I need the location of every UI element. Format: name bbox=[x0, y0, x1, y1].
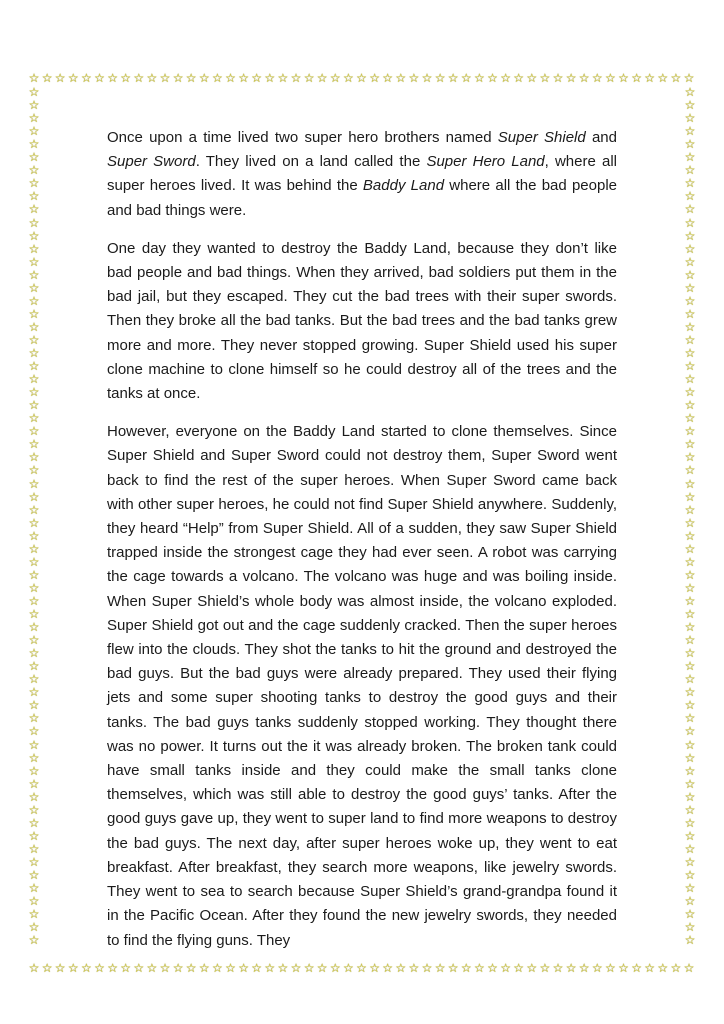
star-icon: ☆ bbox=[41, 72, 53, 85]
star-icon: ☆ bbox=[684, 463, 696, 478]
star-icon: ☆ bbox=[356, 962, 367, 975]
star-icon: ☆ bbox=[277, 962, 289, 975]
star-icon: ☆ bbox=[54, 72, 66, 85]
star-icon: ☆ bbox=[277, 72, 289, 85]
star-border-left bbox=[28, 86, 42, 948]
star-icon: ☆ bbox=[303, 72, 315, 85]
star-icon: ☆ bbox=[28, 424, 40, 439]
star-icon: ☆ bbox=[28, 437, 40, 452]
star-icon: ☆ bbox=[329, 962, 341, 975]
italic-name: Super Sword bbox=[107, 153, 196, 171]
star-icon: ☆ bbox=[591, 962, 603, 975]
star-icon: ☆ bbox=[290, 72, 302, 85]
star-icon: ☆ bbox=[28, 98, 40, 113]
star-icon: ☆ bbox=[81, 72, 92, 85]
star-icon: ☆ bbox=[316, 72, 328, 85]
star-icon: ☆ bbox=[28, 528, 40, 543]
star-icon: ☆ bbox=[684, 646, 696, 661]
star-icon: ☆ bbox=[644, 962, 656, 975]
star-icon: ☆ bbox=[684, 176, 696, 191]
star-icon: ☆ bbox=[395, 72, 407, 85]
star-icon: ☆ bbox=[28, 476, 40, 491]
star-icon: ☆ bbox=[684, 137, 696, 152]
star-icon: ☆ bbox=[28, 789, 40, 804]
star-icon: ☆ bbox=[133, 72, 145, 85]
star-icon: ☆ bbox=[684, 150, 696, 165]
star-icon: ☆ bbox=[684, 280, 696, 295]
star-icon: ☆ bbox=[684, 293, 696, 308]
star-icon: ☆ bbox=[290, 962, 302, 975]
star-icon: ☆ bbox=[303, 962, 315, 975]
star-icon: ☆ bbox=[28, 306, 40, 321]
star-icon: ☆ bbox=[28, 737, 40, 752]
star-icon: ☆ bbox=[684, 424, 696, 439]
star-border-right bbox=[684, 86, 698, 948]
star-icon: ☆ bbox=[474, 962, 485, 975]
star-icon: ☆ bbox=[684, 306, 696, 321]
star-icon: ☆ bbox=[28, 137, 40, 152]
star-icon: ☆ bbox=[28, 359, 40, 374]
star-icon: ☆ bbox=[28, 176, 40, 191]
star-icon: ☆ bbox=[28, 241, 40, 256]
star-icon: ☆ bbox=[94, 72, 105, 85]
star-icon: ☆ bbox=[684, 711, 696, 726]
star-icon: ☆ bbox=[382, 72, 394, 85]
star-icon: ☆ bbox=[684, 920, 696, 935]
star-icon: ☆ bbox=[28, 607, 40, 621]
story-text bbox=[107, 126, 617, 967]
star-icon: ☆ bbox=[28, 124, 40, 139]
italic-name: Super Shield bbox=[497, 129, 586, 146]
text-run: where all the bad people and bad things were. bbox=[107, 177, 617, 219]
text-run: and bbox=[585, 129, 617, 146]
star-icon: ☆ bbox=[684, 907, 696, 922]
star-icon: ☆ bbox=[28, 776, 40, 791]
star-icon: ☆ bbox=[107, 72, 118, 85]
star-icon: ☆ bbox=[684, 398, 696, 413]
star-icon: ☆ bbox=[67, 72, 79, 85]
star-icon: ☆ bbox=[500, 962, 511, 975]
story-paragraph bbox=[107, 126, 617, 223]
star-icon: ☆ bbox=[683, 72, 695, 85]
star-icon: ☆ bbox=[684, 854, 696, 869]
star-icon: ☆ bbox=[552, 962, 564, 975]
star-icon: ☆ bbox=[225, 72, 236, 85]
star-icon: ☆ bbox=[605, 72, 616, 85]
star-icon: ☆ bbox=[146, 72, 158, 85]
star-icon: ☆ bbox=[684, 737, 696, 752]
story-paragraph bbox=[107, 420, 617, 952]
star-icon: ☆ bbox=[146, 962, 158, 975]
star-icon: ☆ bbox=[605, 962, 616, 975]
star-icon: ☆ bbox=[684, 933, 696, 948]
star-icon: ☆ bbox=[434, 72, 446, 85]
star-icon: ☆ bbox=[684, 868, 696, 882]
star-icon: ☆ bbox=[684, 685, 696, 700]
star-icon: ☆ bbox=[684, 437, 696, 452]
star-icon: ☆ bbox=[28, 163, 40, 178]
star-icon: ☆ bbox=[28, 567, 40, 582]
star-icon: ☆ bbox=[460, 962, 472, 975]
star-icon: ☆ bbox=[395, 962, 407, 975]
star-icon: ☆ bbox=[28, 319, 40, 334]
text-run: . They lived on a land called the bbox=[195, 153, 427, 171]
star-icon: ☆ bbox=[28, 620, 40, 635]
star-icon: ☆ bbox=[684, 750, 696, 765]
star-icon: ☆ bbox=[28, 750, 40, 765]
star-icon: ☆ bbox=[67, 962, 79, 975]
story-paragraph bbox=[107, 237, 617, 406]
star-border-top bbox=[28, 72, 698, 86]
star-icon: ☆ bbox=[684, 528, 696, 543]
star-icon: ☆ bbox=[107, 962, 118, 975]
star-icon: ☆ bbox=[447, 72, 459, 85]
star-icon: ☆ bbox=[28, 280, 40, 295]
star-icon: ☆ bbox=[684, 659, 696, 674]
star-icon: ☆ bbox=[631, 72, 642, 85]
star-icon: ☆ bbox=[41, 962, 53, 975]
star-icon: ☆ bbox=[657, 962, 669, 975]
star-icon: ☆ bbox=[684, 724, 696, 739]
star-icon: ☆ bbox=[684, 86, 696, 99]
star-icon: ☆ bbox=[684, 789, 696, 804]
star-icon: ☆ bbox=[631, 962, 642, 975]
star-icon: ☆ bbox=[684, 828, 696, 843]
star-icon: ☆ bbox=[28, 463, 40, 478]
star-icon: ☆ bbox=[684, 411, 696, 426]
star-icon: ☆ bbox=[28, 841, 40, 856]
star-icon: ☆ bbox=[316, 962, 328, 975]
star-icon: ☆ bbox=[684, 567, 696, 582]
star-icon: ☆ bbox=[382, 962, 394, 975]
star-icon: ☆ bbox=[447, 962, 459, 975]
star-icon: ☆ bbox=[28, 111, 40, 126]
star-icon: ☆ bbox=[684, 841, 696, 856]
star-icon: ☆ bbox=[684, 802, 696, 817]
star-icon: ☆ bbox=[539, 962, 551, 975]
star-icon: ☆ bbox=[408, 72, 420, 85]
star-icon: ☆ bbox=[684, 776, 696, 791]
star-icon: ☆ bbox=[369, 962, 380, 975]
star-icon: ☆ bbox=[684, 124, 696, 139]
star-icon: ☆ bbox=[408, 962, 420, 975]
star-icon: ☆ bbox=[684, 254, 696, 269]
star-icon: ☆ bbox=[28, 411, 40, 426]
star-icon: ☆ bbox=[684, 372, 696, 387]
star-icon: ☆ bbox=[460, 72, 472, 85]
star-icon: ☆ bbox=[94, 962, 105, 975]
star-icon: ☆ bbox=[28, 868, 40, 882]
star-icon: ☆ bbox=[565, 72, 577, 85]
star-icon: ☆ bbox=[28, 267, 40, 282]
star-icon: ☆ bbox=[28, 72, 40, 85]
star-icon: ☆ bbox=[684, 476, 696, 491]
star-icon: ☆ bbox=[198, 962, 210, 975]
star-icon: ☆ bbox=[28, 802, 40, 817]
star-icon: ☆ bbox=[487, 962, 498, 975]
star-icon: ☆ bbox=[356, 72, 367, 85]
star-icon: ☆ bbox=[28, 332, 40, 347]
star-icon: ☆ bbox=[684, 111, 696, 126]
text-run: Once upon a time lived two super hero brothers named bbox=[107, 129, 498, 146]
star-icon: ☆ bbox=[684, 554, 696, 569]
star-icon: ☆ bbox=[28, 685, 40, 700]
star-icon: ☆ bbox=[28, 541, 40, 556]
star-icon: ☆ bbox=[54, 962, 66, 975]
star-icon: ☆ bbox=[28, 933, 40, 948]
star-icon: ☆ bbox=[28, 894, 40, 909]
star-icon: ☆ bbox=[28, 593, 40, 608]
star-icon: ☆ bbox=[591, 72, 603, 85]
star-icon: ☆ bbox=[264, 962, 276, 975]
star-icon: ☆ bbox=[343, 72, 354, 85]
star-icon: ☆ bbox=[28, 293, 40, 308]
star-icon: ☆ bbox=[684, 763, 696, 778]
star-icon: ☆ bbox=[28, 215, 40, 230]
star-icon: ☆ bbox=[28, 489, 40, 504]
star-icon: ☆ bbox=[28, 450, 40, 465]
star-icon: ☆ bbox=[644, 72, 656, 85]
star-icon: ☆ bbox=[28, 398, 40, 413]
star-icon: ☆ bbox=[513, 72, 525, 85]
star-icon: ☆ bbox=[684, 189, 696, 204]
star-icon: ☆ bbox=[684, 620, 696, 635]
star-icon: ☆ bbox=[120, 962, 132, 975]
star-icon: ☆ bbox=[28, 698, 40, 713]
star-icon: ☆ bbox=[684, 228, 696, 243]
star-icon: ☆ bbox=[28, 907, 40, 922]
star-icon: ☆ bbox=[684, 502, 696, 517]
star-icon: ☆ bbox=[434, 962, 446, 975]
star-icon: ☆ bbox=[185, 72, 197, 85]
star-icon: ☆ bbox=[683, 962, 695, 975]
star-icon: ☆ bbox=[28, 633, 40, 648]
star-icon: ☆ bbox=[670, 72, 682, 85]
star-icon: ☆ bbox=[684, 633, 696, 648]
star-icon: ☆ bbox=[684, 359, 696, 374]
star-icon: ☆ bbox=[684, 515, 696, 530]
star-icon: ☆ bbox=[369, 72, 380, 85]
star-icon: ☆ bbox=[251, 962, 263, 975]
star-icon: ☆ bbox=[120, 72, 132, 85]
star-icon: ☆ bbox=[28, 346, 40, 360]
star-icon: ☆ bbox=[657, 72, 669, 85]
star-icon: ☆ bbox=[212, 962, 223, 975]
star-icon: ☆ bbox=[684, 815, 696, 830]
star-icon: ☆ bbox=[684, 607, 696, 621]
star-icon: ☆ bbox=[28, 189, 40, 204]
star-icon: ☆ bbox=[159, 962, 171, 975]
star-icon: ☆ bbox=[684, 672, 696, 687]
star-icon: ☆ bbox=[133, 962, 145, 975]
star-icon: ☆ bbox=[28, 672, 40, 687]
star-icon: ☆ bbox=[684, 332, 696, 347]
star-icon: ☆ bbox=[487, 72, 498, 85]
star-icon: ☆ bbox=[684, 541, 696, 556]
star-icon: ☆ bbox=[28, 372, 40, 387]
star-icon: ☆ bbox=[28, 254, 40, 269]
star-icon: ☆ bbox=[565, 962, 577, 975]
star-icon: ☆ bbox=[28, 828, 40, 843]
star-icon: ☆ bbox=[684, 163, 696, 178]
star-icon: ☆ bbox=[684, 450, 696, 465]
star-icon: ☆ bbox=[28, 150, 40, 165]
star-icon: ☆ bbox=[28, 86, 40, 99]
star-icon: ☆ bbox=[670, 962, 682, 975]
star-icon: ☆ bbox=[684, 894, 696, 909]
star-icon: ☆ bbox=[684, 267, 696, 282]
star-icon: ☆ bbox=[28, 580, 40, 595]
star-icon: ☆ bbox=[28, 711, 40, 726]
star-icon: ☆ bbox=[198, 72, 210, 85]
star-icon: ☆ bbox=[28, 202, 40, 217]
star-icon: ☆ bbox=[421, 72, 433, 85]
italic-name: Super Hero Land bbox=[426, 153, 545, 171]
star-icon: ☆ bbox=[28, 659, 40, 674]
star-icon: ☆ bbox=[684, 319, 696, 334]
star-icon: ☆ bbox=[684, 881, 696, 896]
star-icon: ☆ bbox=[552, 72, 564, 85]
star-icon: ☆ bbox=[28, 962, 40, 975]
star-icon: ☆ bbox=[172, 962, 184, 975]
star-icon: ☆ bbox=[81, 962, 92, 975]
star-icon: ☆ bbox=[421, 962, 433, 975]
star-icon: ☆ bbox=[28, 881, 40, 896]
star-icon: ☆ bbox=[212, 72, 223, 85]
star-icon: ☆ bbox=[28, 228, 40, 243]
italic-name: Baddy Land bbox=[362, 177, 445, 195]
star-icon: ☆ bbox=[28, 815, 40, 830]
star-icon: ☆ bbox=[526, 962, 538, 975]
star-icon: ☆ bbox=[28, 385, 40, 400]
star-icon: ☆ bbox=[539, 72, 551, 85]
star-icon: ☆ bbox=[684, 202, 696, 217]
star-icon: ☆ bbox=[329, 72, 341, 85]
star-icon: ☆ bbox=[28, 646, 40, 661]
star-icon: ☆ bbox=[28, 554, 40, 569]
star-icon: ☆ bbox=[500, 72, 511, 85]
star-icon: ☆ bbox=[28, 763, 40, 778]
star-icon: ☆ bbox=[578, 72, 590, 85]
star-icon: ☆ bbox=[28, 502, 40, 517]
star-icon: ☆ bbox=[343, 962, 354, 975]
star-icon: ☆ bbox=[513, 962, 525, 975]
star-icon: ☆ bbox=[684, 215, 696, 230]
star-icon: ☆ bbox=[172, 72, 184, 85]
star-icon: ☆ bbox=[684, 489, 696, 504]
star-icon: ☆ bbox=[238, 72, 249, 85]
star-icon: ☆ bbox=[578, 962, 590, 975]
star-icon: ☆ bbox=[618, 962, 629, 975]
text-run: However, everyone on the Baddy Land started to clone themselves. Since Super Shield and Super Sword could not destroy them, Super Sword went back to find the rest of the super heroes. When Super Sword came back with other super heroes, he could not find Super Shield anywhere. Suddenly, they heard “Help” from Super Shield. All of a sudden, they saw Super Shield trapped inside the strongest cage they had ever seen. A robot was carrying the cage towards a volcano. The volcano was huge and was boiling inside. When Super Shield’s whole body was almost inside, the volcano exploded. Super Shield got out and the cage suddenly cracked. Then the super heroes flew into the clouds. They shot the tanks to hit the ground and destroyed the bad guys. But the bad guys were already prepared. They used their flying jets and some super shooting tanks to destroy the good guys and their tanks. The bad guys tanks suddenly stopped working. They thought there was no power. It turns out the it was already broken. The broken tank could have small tanks inside and they could make the small tanks clone themselves, which was still able to destroy the good guys’ tanks. After the good guys gave up, they went to super land to find more weapons to destroy the bad guys. The next day, after super heroes woke up, they went to eat breakfast. After breakfast, they search more weapons, like jewelry swords. They went to sea to search because Super Shield’s grand-grandpa found it in the Pacific Ocean. After they found the new jewelry swords, they needed to find the flying guns. They bbox=[107, 423, 617, 949]
star-icon: ☆ bbox=[526, 72, 538, 85]
star-icon: ☆ bbox=[238, 962, 249, 975]
star-icon: ☆ bbox=[684, 385, 696, 400]
star-icon: ☆ bbox=[185, 962, 197, 975]
star-icon: ☆ bbox=[684, 346, 696, 360]
star-icon: ☆ bbox=[684, 593, 696, 608]
star-icon: ☆ bbox=[28, 920, 40, 935]
star-icon: ☆ bbox=[28, 854, 40, 869]
star-icon: ☆ bbox=[684, 241, 696, 256]
star-icon: ☆ bbox=[225, 962, 236, 975]
star-icon: ☆ bbox=[159, 72, 171, 85]
star-icon: ☆ bbox=[618, 72, 629, 85]
star-icon: ☆ bbox=[684, 698, 696, 713]
star-icon: ☆ bbox=[474, 72, 485, 85]
star-icon: ☆ bbox=[684, 580, 696, 595]
star-icon: ☆ bbox=[264, 72, 276, 85]
star-icon: ☆ bbox=[28, 724, 40, 739]
star-icon: ☆ bbox=[251, 72, 263, 85]
star-icon: ☆ bbox=[28, 515, 40, 530]
text-run: One day they wanted to destroy the Baddy Land, because they don’t like bad people and bad things. When they arrived, bad soldiers put them in the bad jail, but they escaped. They cut the bad trees with their super swords. Then they broke all the bad tanks. But the bad trees and the bad tanks grew more and more. They never stopped growing. Super Shield used his super clone machine to clone himself so he could destroy all of the trees and the tanks at once. bbox=[107, 239, 617, 403]
text-run: , where all super heroes lived. It was behind the bbox=[107, 153, 617, 195]
star-icon: ☆ bbox=[684, 98, 696, 113]
